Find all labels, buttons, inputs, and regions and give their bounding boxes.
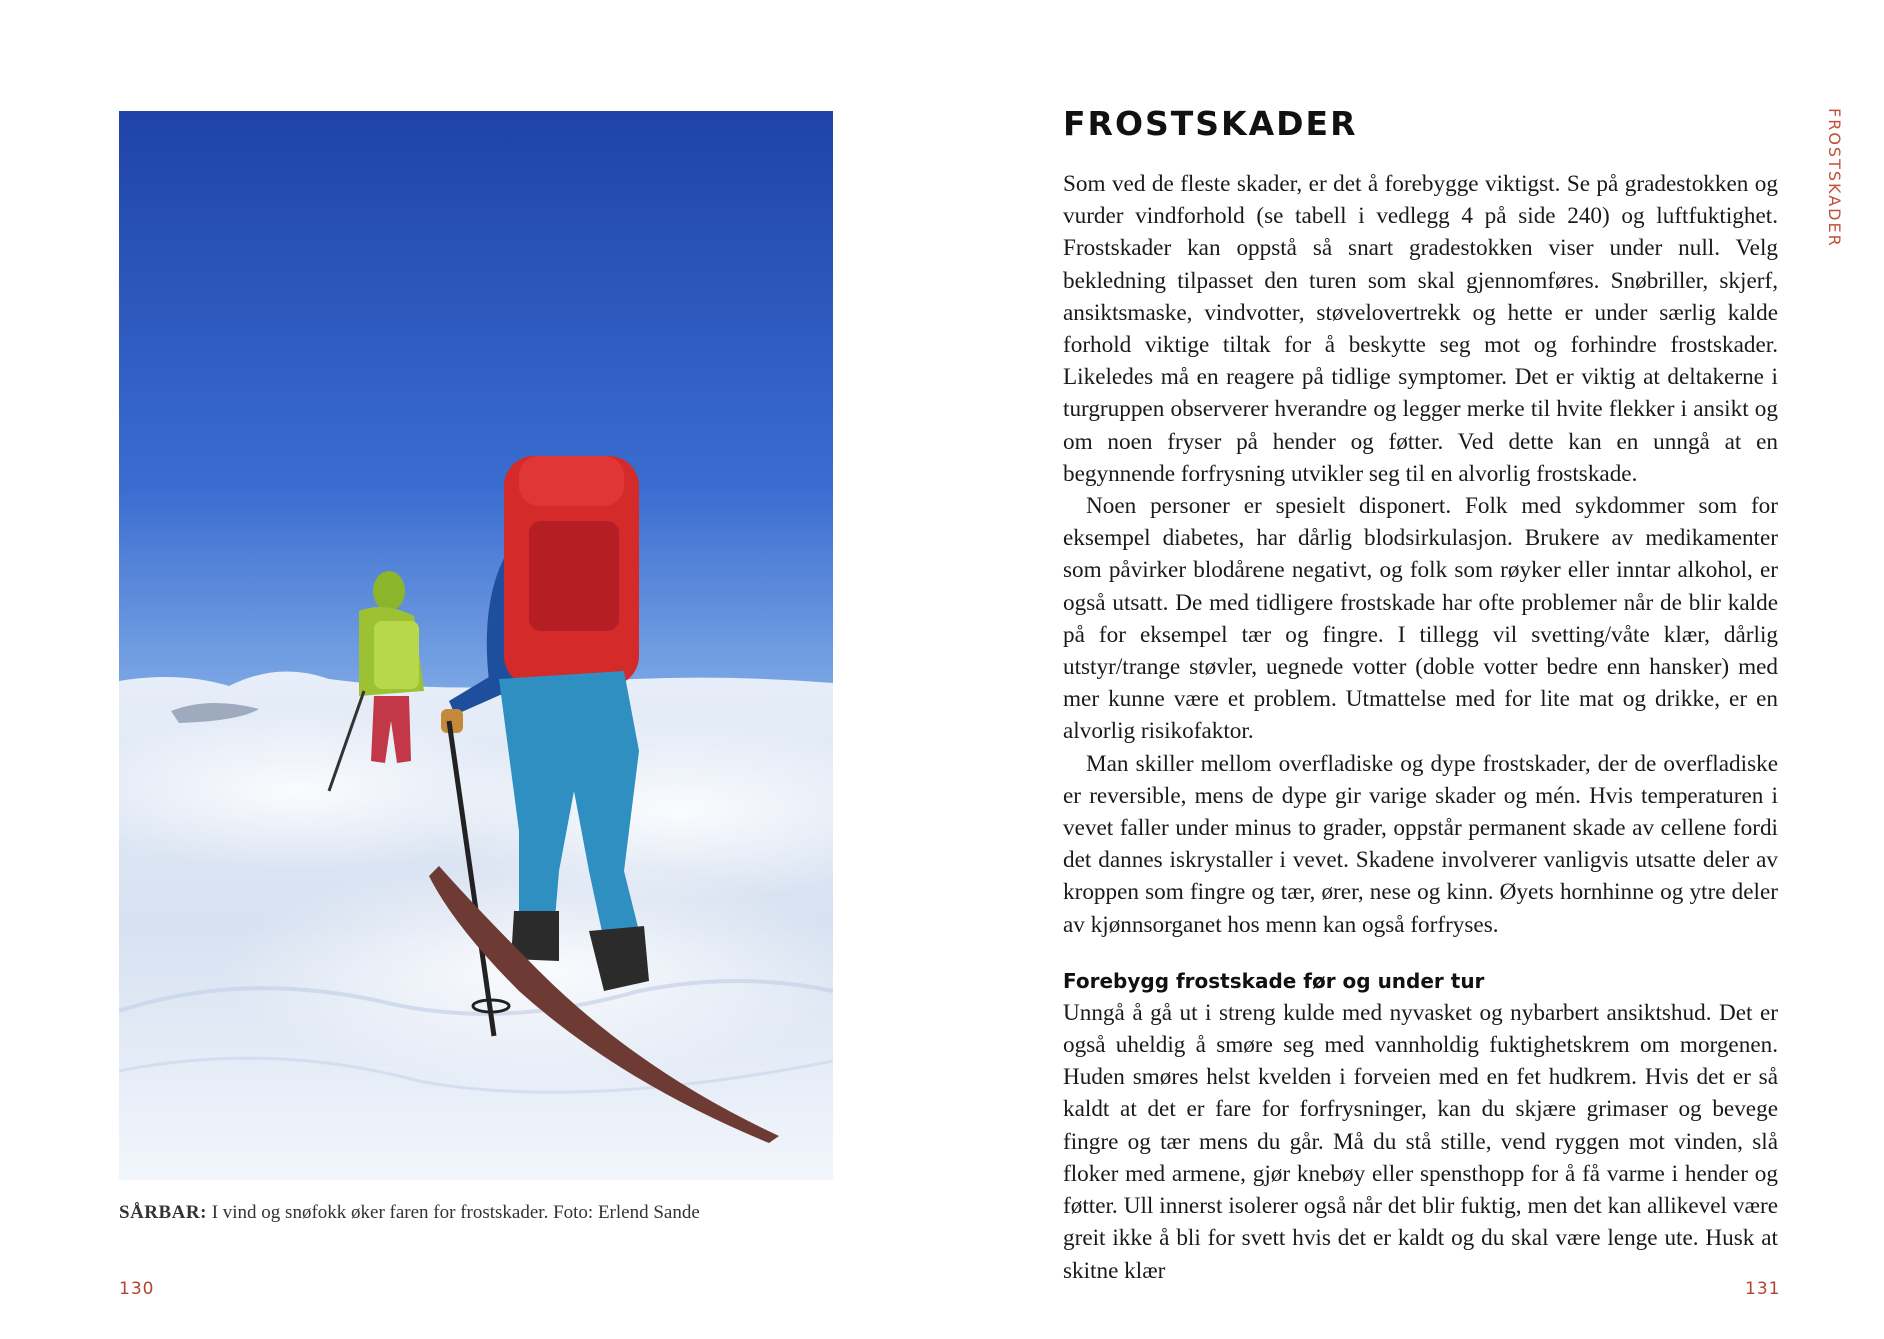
- skiers-photo: [119, 111, 833, 1180]
- paragraph-1: Som ved de fleste skader, er det å forebygge viktigst. Se på gradestokken og vurder vindforhold (se tabell i vedlegg 4 på side 240) og luftfuktighet. Frostskader kan oppstå så snart gradestokken viser under null. Velg bekledning tilpasset den turen som skal gjennomføres. Snøbriller, skjerf, ansiktsmaske, vindvotter, støvelovertrekk og hette er under særlig kalde forhold viktige tiltak for å beskytte seg mot og forhindre frostskader. Likeledes må en reagere på tidlige symptomer. Det er viktig at deltakerne i turgruppen observerer hverandre og legger merke til hvite flekker i ansikt og om noen fryser på hender og føtter. Ved dette kan en unngå at en begynnende forfrysning utvikler seg til en alvorlig frostskade.: [1063, 171, 1778, 487]
- subsection-paragraph: Unngå å gå ut i streng kulde med nyvasket og nybarbert ansiktshud. Det er også uheldig å smøre seg med vannholdig fuktighetskrem om morgenen. Huden smøres helst kvelden i forveien med en fet hudkrem. Hvis det er så kaldt at det er fare for forfrysninger, kan du skjære grimaser og bevege fingre og tær mens du går. Må du stå stille, vend ryggen mot vinden, slå floker med armene, gjør knebøy eller spensthopp for å få varme i hender og føtter. Ull innerst isolerer også når det blir fuktig, men det kan allikevel være greit ikke å bli for svett hvis det er kaldt og du skal være lenge ute. Husk at skitne klær: [1063, 999, 1778, 1284]
- paragraph-3: Man skiller mellom overfladiske og dype frostskader, der de overfladiske er reversible, mens de dype gir varige skader og mén. Hvis temperaturen i vevet faller under minus to grader, oppstår permanent skade av cellene fordi det dannes iskrystaller i vevet. Skadene involverer vanligvis utsatte deler av kroppen som fingre og tær, ører, nese og kinn. Øyets hornhinne og ytre deler av kjønnsorganet hos menn kan også forfryses.: [1063, 750, 1778, 938]
- caption-label: SÅRBAR:: [119, 1202, 207, 1223]
- running-head: FROSTSKADER: [1825, 108, 1844, 248]
- chapter-heading: FROSTSKADER: [1063, 104, 1358, 143]
- photo-caption: [119, 1202, 879, 1224]
- skiers-photo-illustration: [119, 111, 833, 1180]
- page-number-right: 131: [1745, 1279, 1781, 1299]
- page-number-left: 130: [119, 1279, 155, 1299]
- body-text: [1063, 168, 1778, 1287]
- paragraph-2: Noen personer er spesielt disponert. Folk med sykdommer som for eksempel diabetes, har dårlig blodsirkulasjon. Brukere av medikamenter som påvirker blodårene negativt, og folk som røyker eller inntar alkohol, er også utsatt. De med tidligere frostskade har ofte problemer når de blir kalde på for eksempel tær og fingre. I tillegg vil svetting/våte klær, dårlig utstyr/trange støvler, uegnede votter (doble votter bedre enn hansker) med mer kunne være et problem. Utmattelse med for lite mat og drikke, er en alvorlig risikofaktor.: [1063, 493, 1778, 745]
- caption-text: I vind og snøfokk øker faren for frostskader. Foto: Erlend Sande: [206, 1202, 700, 1223]
- subheading: Forebygg frostskade før og under tur: [1063, 968, 1485, 993]
